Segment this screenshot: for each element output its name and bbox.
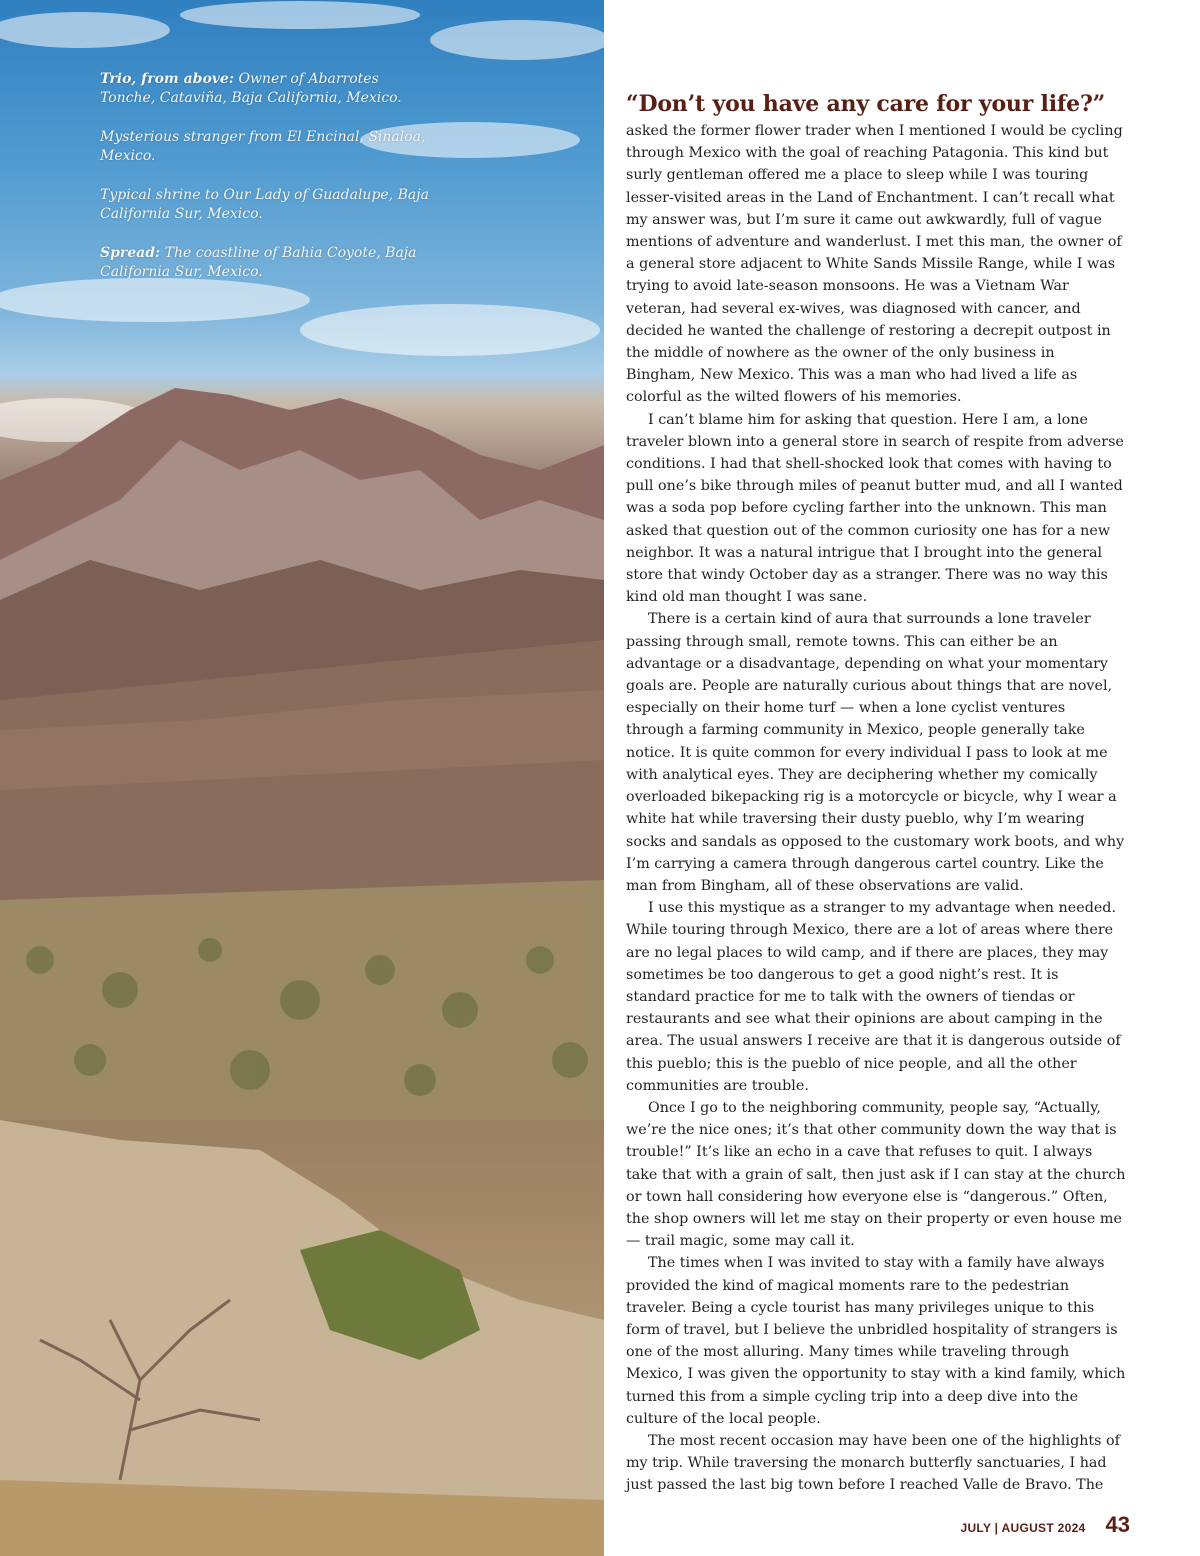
paragraph-5: Once I go to the neighboring community, people say, “Actually, we’re the nice ones; it’s that other community down the way that is trouble!” It’s like an echo in a cave that refuses to quit. I always take that with a grain of salt, then just ask if I can stay at the church or town hall considering how everyone else is “dangerous.” Often, the shop owners will let me stay on their property or even house me — trail magic, some may call it. bbox=[626, 1099, 1126, 1250]
article-headline: “Don’t you have any care for your life?” bbox=[626, 91, 1106, 117]
page-footer bbox=[960, 1512, 1130, 1536]
caption-2: Mysterious stranger from El Encinal, Sinaloa, Mexico. bbox=[100, 129, 426, 164]
photo-captions bbox=[100, 70, 430, 302]
article-column bbox=[626, 88, 1126, 1497]
caption-4: Spread: The coastline of Bahia Coyote, Baja California Sur, Mexico. bbox=[100, 245, 417, 280]
paragraph-3: There is a certain kind of aura that surrounds a lone traveler passing through small, remote towns. This can either be an advantage or a disadvantage, depending on what your momentary goals are. People are naturally curious about things that are novel, especially on their home turf — when a lone cyclist ventures through a farming community in Mexico, people generally take notice. It is quite common for every individual I pass to look at me with analytical eyes. They are deciphering whether my comically overloaded bikepacking rig is a motorcycle or bicycle, why I wear a white hat while traversing their dusty pueblo, why I’m wearing socks and sandals as opposed to the customary work boots, and why I’m carrying a camera through dangerous cartel country. Like the man from Bingham, all of these observations are valid. bbox=[626, 611, 1125, 894]
paragraph-6: The times when I was invited to stay with a family have always provided the kind of magical moments rare to the pedestrian traveler. Being a cycle tourist has many privileges unique to this form of travel, but I believe the unbridled hospitality of strangers is one of the most alluring. Many times while traveling through Mexico, I was given the opportunity to stay with a kind family, which turned this from a simple cycling trip into a deep dive into the culture of the local people. bbox=[626, 1255, 1126, 1427]
paragraph-1: asked the former flower trader when I mentioned I would be cycling through Mexico with the goal of reaching Patagonia. This kind but surly gentleman offered me a place to sleep while I was touring lesser-visited areas in the Land of Enchantment. I can’t recall what my answer was, but I’m sure it came out awkwardly, full of vague mentions of adventure and wanderlust. I met this man, the owner of a general store adjacent to White Sands Missile Range, while I was trying to avoid late-season monsoons. He was a Vietnam War veteran, had several ex-wives, was diagnosed with cancer, and decided he wanted the challenge of restoring a decrepit outpost in the middle of nowhere as the owner of the only business in Bingham, New Mexico. This was a man who had lived a life as colorful as the wilted flowers of his memories. bbox=[626, 123, 1123, 406]
caption-3: Typical shrine to Our Lady of Guadalupe, Baja California Sur, Mexico. bbox=[100, 187, 429, 222]
paragraph-4: I use this mystique as a stranger to my advantage when needed. While touring through Mexico, there are a lot of areas where there are no legal places to wild camp, and if there are places, they may sometimes be too dangerous to get a good night’s rest. It is standard practice for me to talk with the owners of tiendas or restaurants and see what their opinions are about camping in the area. The usual answers I receive are that it is dangerous outside of this pueblo; this is the pueblo of nice people, and all the other communities are trouble. bbox=[626, 900, 1121, 1094]
paragraph-7: The most recent occasion may have been one of the highlights of my trip. While traversing the monarch butterfly sanctuaries, I had just passed the last big town before I reached Valle de Bravo. The bbox=[626, 1432, 1120, 1494]
paragraph-2: I can’t blame him for asking that question. Here I am, a lone traveler blown into a general store in search of respite from adverse conditions. I had that shell-shocked look that comes with having to pull one’s bike through miles of peanut butter mud, and all I wanted was a soda pop before cycling farther into the unknown. This man asked that question out of the common curiosity one has for a new neighbor. It was a natural intrigue that I brought into the general store that windy October day as a stranger. There was no way this kind old man thought I was sane. bbox=[626, 411, 1124, 606]
caption-1: Trio, from above: Owner of Abarrotes Tonche, Cataviña, Baja California, Mexico. bbox=[100, 71, 402, 106]
page-number: 43 bbox=[1105, 1512, 1130, 1537]
issue-date: JULY | AUGUST 2024 bbox=[960, 1521, 1086, 1535]
